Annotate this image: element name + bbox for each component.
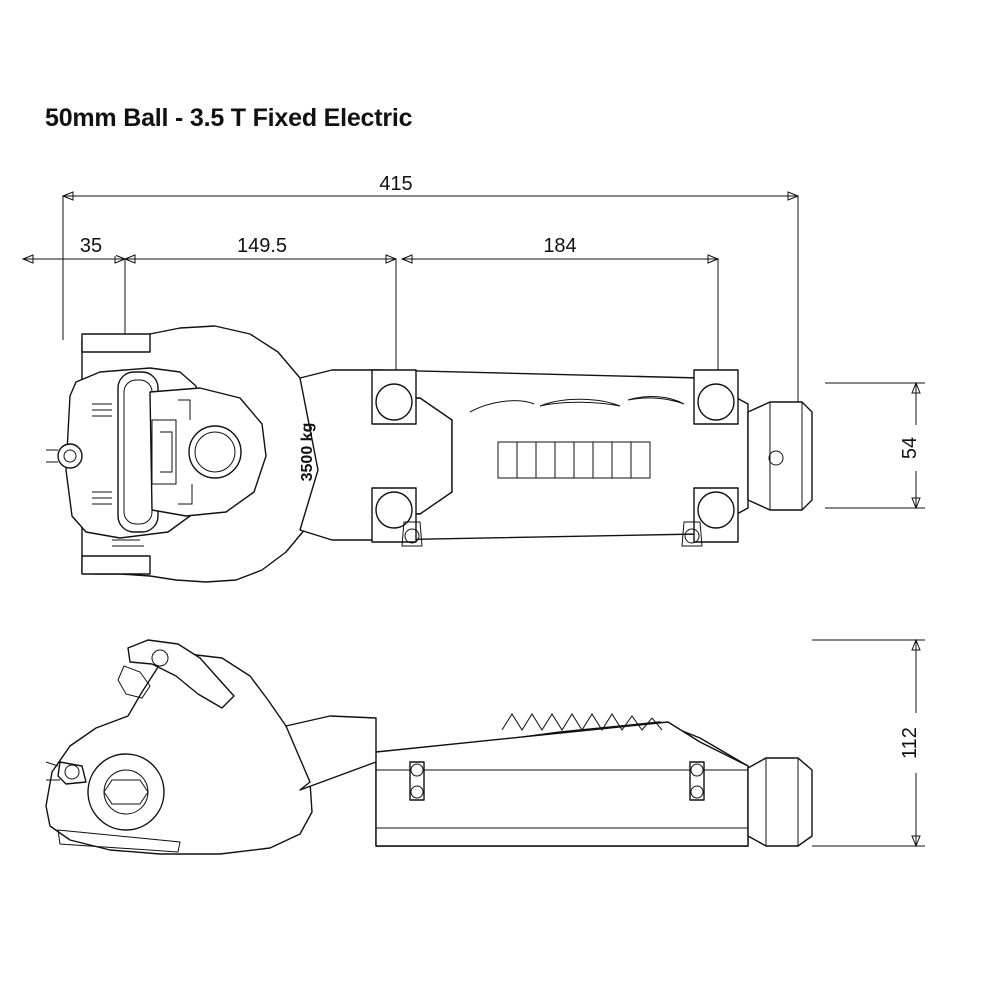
page-title: 50mm Ball - 3.5 T Fixed Electric <box>45 104 413 132</box>
dimension-shank-width <box>825 383 929 508</box>
side-view-drawbar <box>286 714 812 846</box>
part-marking-3500kg: 3500 kg <box>299 422 316 482</box>
dimension-coupling-offset <box>23 232 125 345</box>
side-view-coupling-head <box>46 640 312 854</box>
dimension-rear-section-length <box>402 232 718 385</box>
top-view-coupling-head <box>46 326 332 582</box>
top-view-drawbar <box>300 370 812 546</box>
dimension-overall-height <box>812 640 929 846</box>
dimension-front-section-length-text: 149.5 <box>236 235 288 257</box>
dimension-overall-length-text: 415 <box>379 173 413 195</box>
dimension-shank-width-text: 54 <box>899 436 921 460</box>
dimension-overall-height-text: 112 <box>899 727 921 759</box>
dimension-rear-section-length-text: 184 <box>543 235 577 257</box>
dimension-coupling-offset-text: 35 <box>79 235 103 257</box>
